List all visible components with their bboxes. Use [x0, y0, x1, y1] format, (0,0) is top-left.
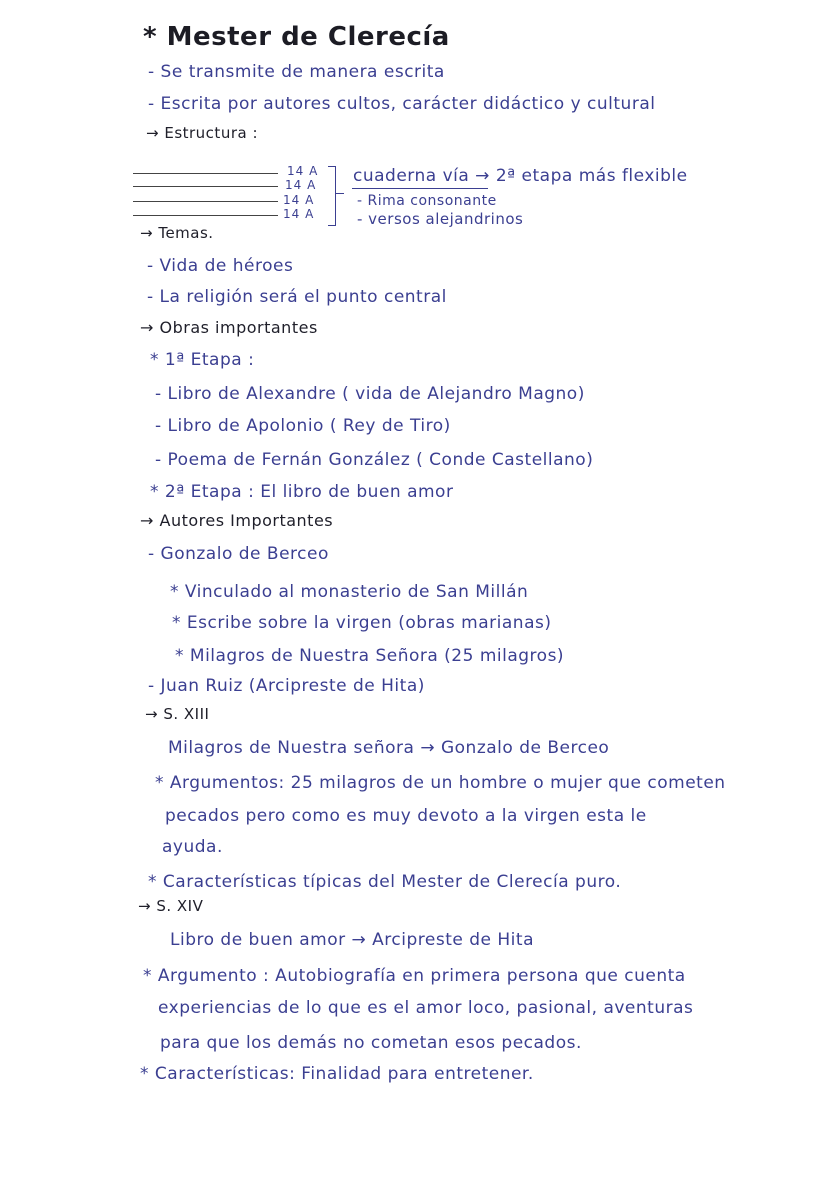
autores-heading: → Autores Importantes — [140, 511, 334, 530]
syllable-count: 14 A — [287, 164, 319, 178]
syllable-count: 14 A — [283, 193, 315, 207]
underline — [352, 188, 488, 189]
s14-argumento: para que los demás no cometan esos pecados. — [160, 1033, 582, 1053]
s14-argumento: * Argumento : Autobiografía en primera persona que cuenta — [143, 966, 686, 986]
bracket-tick — [336, 193, 344, 194]
s13-argumento: ayuda. — [162, 837, 223, 857]
s14-heading: → S. XIV — [138, 897, 204, 915]
autor-item: - Gonzalo de Berceo — [148, 544, 329, 564]
autor-item: - Juan Ruiz (Arcipreste de Hita) — [148, 676, 425, 696]
tema-item: - La religión será el punto central — [147, 287, 447, 307]
estructura-heading: → Estructura : — [146, 124, 258, 142]
etapa-2-heading: * 2ª Etapa : El libro de buen amor — [150, 482, 454, 502]
obra-item: - Libro de Alexandre ( vida de Alejandro Magno) — [155, 384, 585, 404]
bracket — [328, 166, 336, 226]
berceo-detail: * Escribe sobre la virgen (obras marianas) — [172, 613, 552, 633]
berceo-detail: * Milagros de Nuestra Señora (25 milagros) — [175, 646, 565, 666]
intro-line: - Escrita por autores cultos, carácter didáctico y cultural — [148, 94, 656, 114]
estructura-item: - Rima consonante — [357, 193, 497, 209]
intro-line: - Se transmite de manera escrita — [148, 62, 445, 82]
s14-work: Libro de buen amor → Arcipreste de Hita — [170, 930, 534, 950]
s13-argumento: pecados pero como es muy devoto a la virgen esta le — [165, 806, 647, 826]
page-title: * Mester de Clerecía — [143, 22, 450, 52]
s13-work: Milagros de Nuestra señora → Gonzalo de Berceo — [168, 738, 610, 758]
verse-line — [133, 186, 278, 187]
s13-heading: → S. XIII — [145, 705, 210, 723]
syllable-count: 14 A — [285, 178, 317, 192]
s14-argumento: experiencias de lo que es el amor loco, pasional, aventuras — [158, 998, 694, 1018]
obra-item: - Libro de Apolonio ( Rey de Tiro) — [155, 416, 451, 436]
etapa-1-heading: * 1ª Etapa : — [150, 350, 255, 370]
s14-caracteristicas: * Características: Finalidad para entretener. — [140, 1064, 534, 1084]
syllable-count: 14 A — [283, 207, 315, 221]
s13-argumento: * Argumentos: 25 milagros de un hombre o mujer que cometen — [155, 773, 726, 793]
verse-line — [133, 201, 278, 202]
obra-item: - Poema de Fernán González ( Conde Castellano) — [155, 450, 594, 470]
tema-item: - Vida de héroes — [147, 256, 294, 276]
cuaderna-via-note: cuaderna vía → 2ª etapa más flexible — [353, 166, 688, 186]
s13-caracteristicas: * Características típicas del Mester de Clerecía puro. — [148, 872, 622, 892]
obras-heading: → Obras importantes — [140, 318, 318, 337]
berceo-detail: * Vinculado al monasterio de San Millán — [170, 582, 529, 602]
verse-line — [133, 173, 278, 174]
estructura-item: - versos alejandrinos — [357, 210, 524, 228]
temas-heading: → Temas. — [140, 224, 214, 242]
verse-line — [133, 215, 278, 216]
